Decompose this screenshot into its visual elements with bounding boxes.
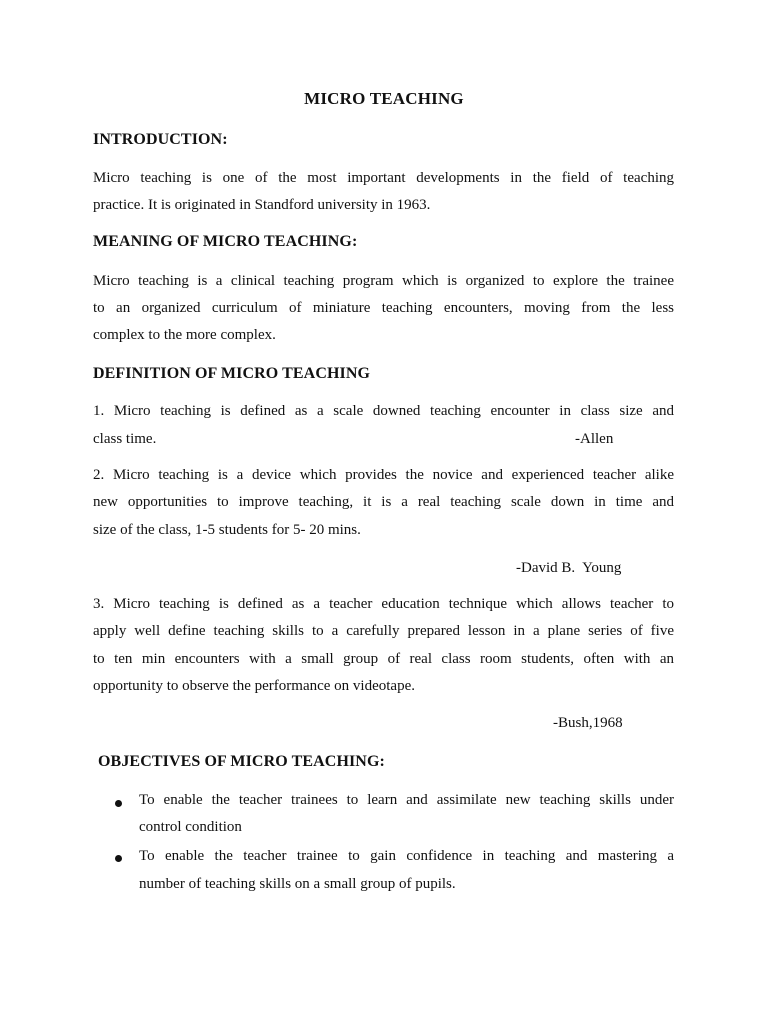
meaning-line: Micro teaching is a clinical teaching program which is organized to explore the trainee (93, 273, 674, 289)
objective-1-line: To enable the teacher trainees to learn and assimilate new teaching skills under (139, 792, 674, 808)
introduction-heading: INTRODUCTION: (93, 131, 228, 148)
definition-3-attribution: -Bush,1968 (553, 715, 623, 731)
definition-3-line: 3. Micro teaching is defined as a teacher education technique which allows teacher to (93, 596, 674, 612)
definition-2-attribution: -David B. Young (516, 560, 622, 576)
introduction-line: Micro teaching is one of the most important developments in the field of teaching (93, 170, 674, 186)
definition-3-line: apply well define teaching skills to a carefully prepared lesson in a plane series of five (93, 623, 674, 639)
definition-heading: DEFINITION OF MICRO TEACHING (93, 365, 371, 382)
objective-2-line: To enable the teacher trainee to gain confidence in teaching and mastering a (139, 848, 674, 864)
definition-1-line: 1. Micro teaching is defined as a scale downed teaching encounter in class size and (93, 403, 674, 419)
definition-3-line: opportunity to observe the performance on videotape. (93, 678, 415, 694)
objective-2-line: number of teaching skills on a small group of pupils. (139, 876, 456, 892)
definition-2-line: 2. Micro teaching is a device which provides the novice and experienced teacher alike (93, 467, 674, 483)
bullet-icon (115, 800, 122, 807)
definition-1-attribution: -Allen (575, 431, 614, 447)
objectives-heading: OBJECTIVES OF MICRO TEACHING: (98, 753, 385, 770)
meaning-line: complex to the more complex. (93, 327, 276, 343)
meaning-line: to an organized curriculum of miniature teaching encounters, moving from the less (93, 300, 674, 316)
bullet-icon (115, 855, 122, 862)
definition-2-line: size of the class, 1-5 students for 5- 20 mins. (93, 522, 361, 538)
page-title: MICRO TEACHING (304, 89, 464, 108)
definition-3-line: to ten min encounters with a small group of real class room students, often with an (93, 651, 674, 667)
objective-1-line: control condition (139, 819, 242, 835)
definition-1-line: class time. (93, 431, 157, 447)
meaning-heading: MEANING OF MICRO TEACHING: (93, 233, 358, 250)
introduction-line: practice. It is originated in Standford university in 1963. (93, 197, 431, 213)
definition-2-line: new opportunities to improve teaching, it is a real teaching scale down in time and (93, 494, 674, 510)
